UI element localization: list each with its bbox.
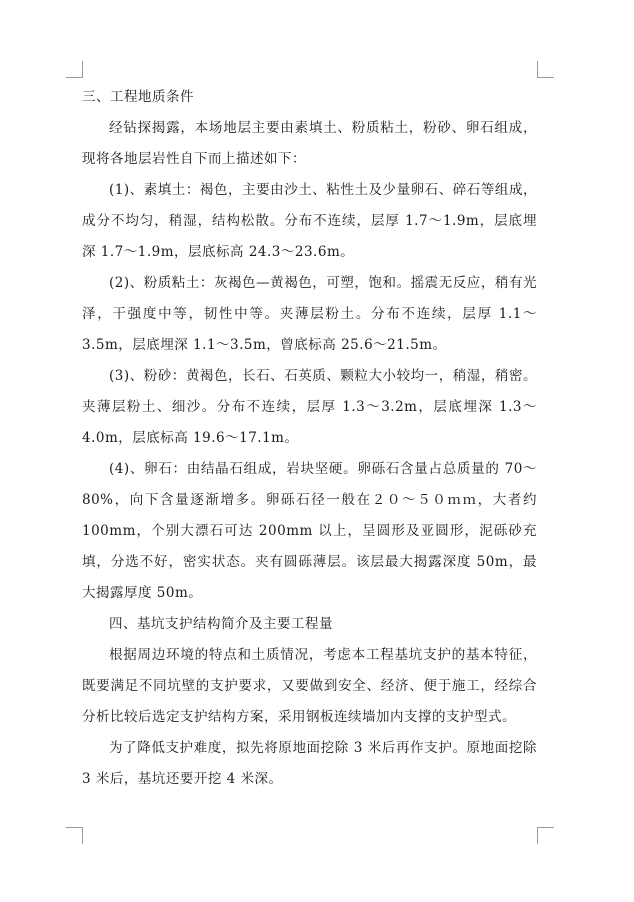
paragraph-layer-3: (3)、粉砂：黄褐色，长石、石英质、颗粒大小较均一，稍湿，稍密。夹薄层粉土、细沙。分布不连续，层厚 1.3～3.2m，层底埋深 1.3～4.0m，层底标高 19.6～17.1m。 [82, 368, 537, 446]
paragraph-layer-1: (1)、素填土：褐色，主要由沙土、粘性土及少量卵石、碎石等组成，成分不均匀，稍湿，结构松散。分布不连续，层厚 1.7～1.9m，层底埋深 1.7～1.9m，层底标高 24.3～23.6m。 [82, 182, 537, 260]
paragraph-layer-4: (4)、卵石：由结晶石组成，岩块坚硬。卵砾石含量占总质量的 70～80%，向下含量逐渐增多。卵砾石径一般在２０～５０ｍｍ，大者约 100mm，个别大漂石可达 200mm 以上，呈圆形及亚圆形，泥砾砂充填，分选不好，密实状态。夹有圆砾薄层。该层最大揭露深度 50m，最大揭露厚度 50m。 [82, 461, 537, 601]
section-heading-geology: 三、工程地质条件 [82, 89, 194, 105]
section-heading-support: 四、基坑支护结构简介及主要工程量 [109, 616, 333, 632]
document-body[interactable] [82, 82, 537, 795]
margin-corner-bottom-right [537, 827, 554, 844]
paragraph-geology-intro: 经钻探揭露，本场地层主要由素填土、粉质粘土，粉砂、卵石组成，现将各地层岩性自下而上描述如下： [82, 120, 537, 167]
margin-corner-top-right [537, 61, 554, 78]
paragraph-layer-2: (2)、粉质粘土：灰褐色—黄褐色，可塑，饱和。摇震无反应，稍有光泽，干强度中等，韧性中等。夹薄层粉土。分布不连续，层厚 1.1～3.5m，层底埋深 1.1～3.5m，曾底标高 25.6～21.5m。 [82, 275, 537, 353]
margin-corner-top-left [66, 61, 83, 78]
paragraph-support-1: 根据周边环境的特点和土质情况，考虑本工程基坑支护的基本特征，既要满足不同坑壁的支护要求，又要做到安全、经济、便于施工，经综合分析比较后选定支护结构方案，采用钢板连续墙加内支撑的支护型式。 [82, 647, 537, 725]
margin-corner-bottom-left [66, 827, 83, 844]
paragraph-support-2: 为了降低支护难度，拟先将原地面挖除 3 米后再作支护。原地面挖除 3 米后，基坑还要开挖 4 米深。 [82, 740, 537, 787]
